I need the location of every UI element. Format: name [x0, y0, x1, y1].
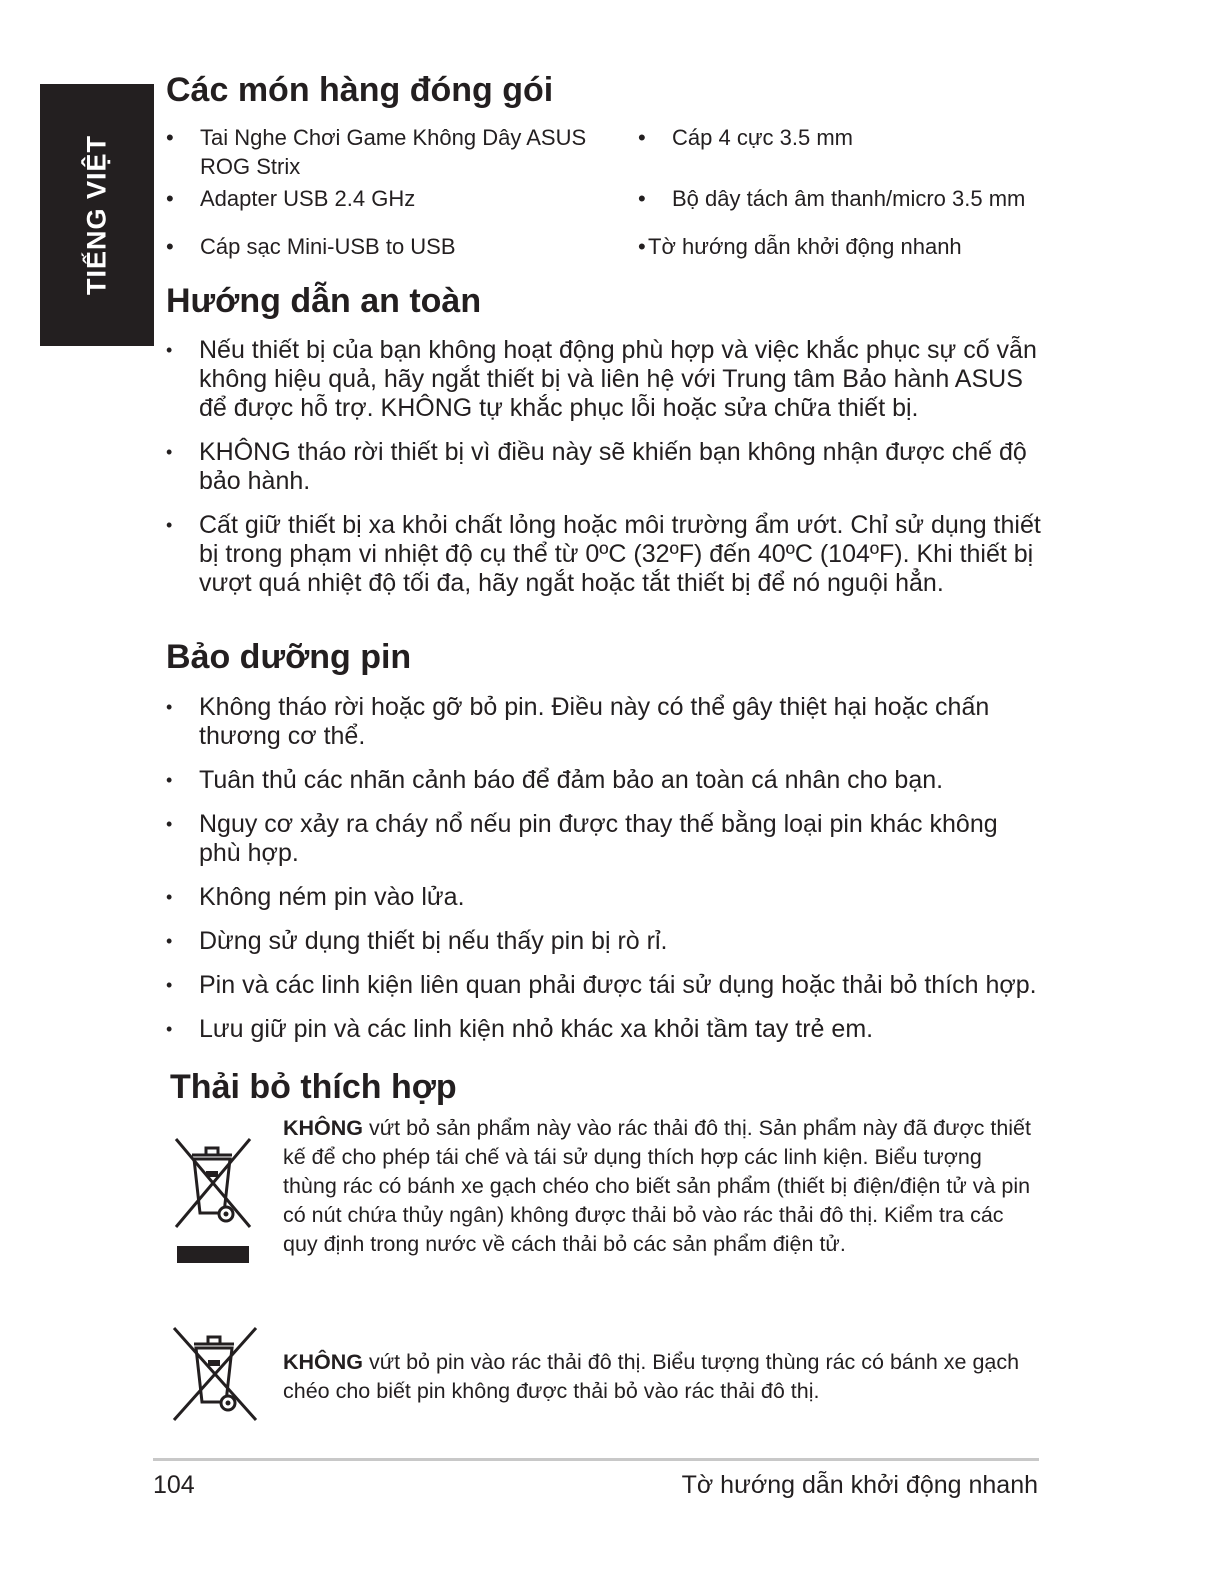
- bullet: •: [638, 186, 646, 211]
- bullet: •: [166, 186, 174, 211]
- package-item: [638, 184, 1038, 213]
- list-item-text: Tuân thủ các nhãn cảnh báo để đảm bảo an toàn cá nhân cho bạn.: [199, 766, 944, 794]
- package-item-text: Tai Nghe Chơi Game Không Dây ASUS ROG Strix: [200, 125, 587, 179]
- package-item: [166, 232, 616, 261]
- list-item-text: Dừng sử dụng thiết bị nếu thấy pin bị rò rỉ.: [199, 927, 668, 955]
- package-item-text: Cáp 4 cực 3.5 mm: [672, 125, 854, 150]
- battery-list: [166, 693, 1046, 1059]
- bullet: •: [638, 234, 646, 259]
- bullet: •: [166, 515, 173, 535]
- bullet: •: [166, 770, 173, 790]
- package-item-text: Cáp sạc Mini-USB to USB: [200, 234, 456, 259]
- bullet: •: [166, 125, 174, 150]
- list-item-text: Nếu thiết bị của bạn không hoạt động phù hợp và việc khắc phục sự cố vẫn không hiệu quả, hãy ngắt thiết bị và liên hệ với Trung tâm Bảo hành ASUS để được hỗ trợ. KHÔNG tự khắc phục lỗi hoặc sửa chữa thiết bị.: [199, 336, 1037, 422]
- list-item: [166, 810, 1046, 868]
- list-item: [166, 766, 1046, 795]
- list-item-text: Không ném pin vào lửa.: [199, 883, 465, 911]
- emphasis-text: KHÔNG: [283, 1350, 364, 1374]
- package-item-text: Tờ hướng dẫn khởi động nhanh: [648, 234, 962, 259]
- battery-care-title: Bảo dưỡng pin: [166, 638, 412, 676]
- list-item: [166, 511, 1046, 598]
- disposal-title: Thải bỏ thích hợp: [170, 1068, 457, 1106]
- emphasis-text: KHÔNG: [283, 1116, 364, 1140]
- bullet: •: [166, 697, 173, 717]
- bullet: •: [166, 814, 173, 834]
- list-item-text: Không tháo rời hoặc gỡ bỏ pin. Điều này có thể gây thiệt hại hoặc chấn thương cơ thể.: [199, 693, 990, 750]
- list-item: [166, 336, 1046, 423]
- bullet: •: [166, 340, 173, 360]
- safety-title: Hướng dẫn an toàn: [166, 282, 482, 320]
- package-item-text: Adapter USB 2.4 GHz: [200, 186, 416, 211]
- list-item: [166, 1015, 1046, 1044]
- crossed-out-wheelie-bin-icon: [170, 1135, 256, 1267]
- package-item-text: Bộ dây tách âm thanh/micro 3.5 mm: [672, 186, 1026, 211]
- bullet: •: [166, 887, 173, 907]
- list-item: [166, 693, 1046, 751]
- bullet: •: [166, 975, 173, 995]
- bullet: •: [166, 442, 173, 462]
- list-item: [166, 971, 1046, 1000]
- list-item-text: KHÔNG tháo rời thiết bị vì điều này sẽ khiến bạn không nhận được chế độ bảo hành.: [199, 438, 1027, 495]
- list-item-text: Lưu giữ pin và các linh kiện nhỏ khác xa khỏi tầm tay trẻ em.: [199, 1015, 874, 1043]
- list-item-text: Cất giữ thiết bị xa khỏi chất lỏng hoặc môi trường ẩm ướt. Chỉ sử dụng thiết bị trong phạm vi nhiệt độ cụ thể từ 0ºC (32ºF) đến 40ºC (104ºF). Khi thiết bị vượt quá nhiệt độ tối đa, hãy ngắt hoặc tắt thiết bị để nó nguội hẳn.: [199, 511, 1041, 597]
- list-item: [166, 927, 1046, 956]
- disposal-battery-text: [283, 1348, 1033, 1406]
- list-item-text: Pin và các linh kiện liên quan phải được tái sử dụng hoặc thải bỏ thích hợp.: [199, 971, 1037, 999]
- list-item: [166, 438, 1046, 496]
- footer-divider: [153, 1458, 1039, 1461]
- footer-document-title: Tờ hướng dẫn khởi động nhanh: [681, 1471, 1038, 1499]
- bullet: •: [166, 1019, 173, 1039]
- language-label: TIẾNG VIỆT: [81, 134, 112, 296]
- bullet: •: [638, 125, 646, 150]
- package-item: [166, 184, 616, 213]
- package-item: [166, 123, 616, 181]
- crossed-out-wheelie-bin-icon: [170, 1326, 260, 1422]
- list-item: [166, 883, 1046, 912]
- list-item-text: Nguy cơ xảy ra cháy nổ nếu pin được thay thế bằng loại pin khác không phù hợp.: [199, 810, 998, 867]
- bullet: •: [166, 234, 174, 259]
- page-number: 104: [153, 1471, 195, 1499]
- package-item: [638, 232, 1038, 261]
- package-contents-title: Các món hàng đóng gói: [166, 71, 554, 109]
- disposal-battery-body: vứt bỏ pin vào rác thải đô thị. Biểu tượng thùng rác có bánh xe gạch chéo cho biết pin không được thải bỏ vào rác thải đô thị.: [283, 1350, 1020, 1403]
- disposal-product-body: vứt bỏ sản phẩm này vào rác thải đô thị. Sản phẩm này đã được thiết kế để cho phép tái chế và tái sử dụng thích hợp các linh kiện. Biểu tượng thùng rác có bánh xe gạch chéo cho biết sản phẩm (thiết bị điện/điện tử và pin có nút chứa thủy ngân) không được thải bỏ vào rác thải đô thị. Kiểm tra các quy định trong nước về cách thải bỏ các sản phẩm điện tử.: [283, 1116, 1031, 1256]
- bullet: •: [166, 931, 173, 951]
- language-side-tab: [40, 84, 154, 346]
- package-item: [638, 123, 1038, 152]
- disposal-product-text: [283, 1114, 1033, 1259]
- safety-list: [166, 336, 1046, 613]
